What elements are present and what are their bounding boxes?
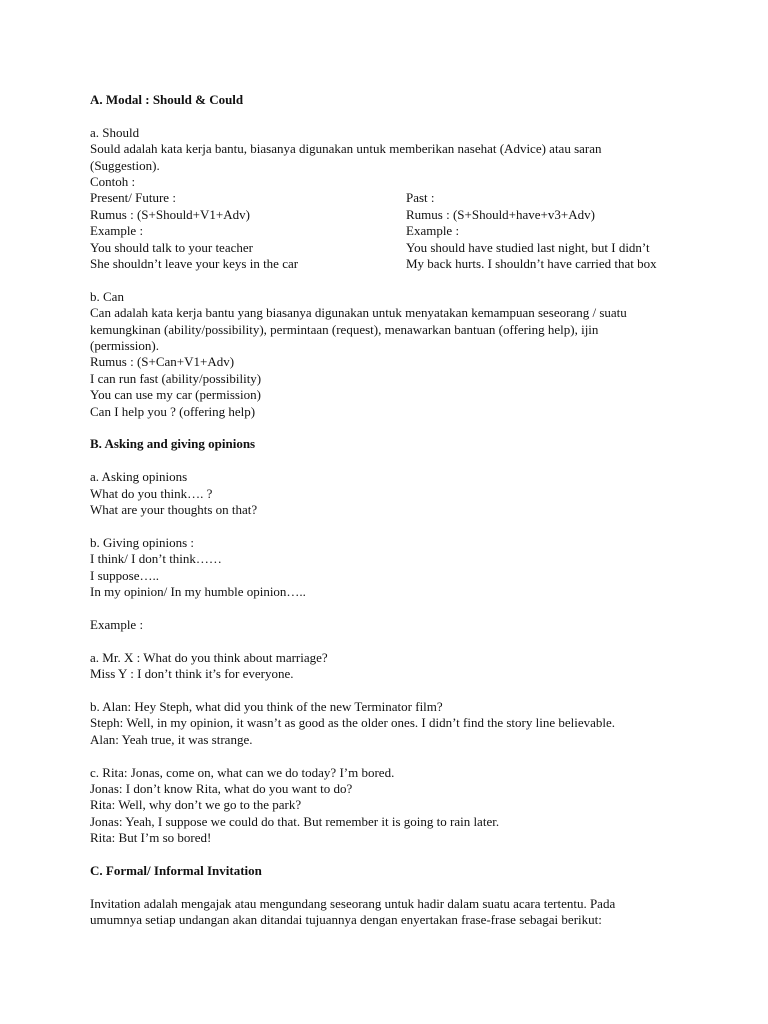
dialog-c-line-4: Jonas: Yeah, I suppose we could do that. But remember it is going to rain later. (90, 813, 500, 829)
dialog-b-line-1: b. Alan: Hey Steph, what did you think of the new Terminator film? (90, 698, 443, 714)
dialog-c-line-1: c. Rita: Jonas, come on, what can we do today? I’m bored. (90, 764, 395, 780)
past-column (406, 190, 690, 272)
can-rumus: Rumus : (S+Can+V1+Adv) (90, 354, 235, 370)
asking-opinion-2: What are your thoughts on that? (90, 502, 258, 518)
past-example-2: My back hurts. I shouldn’t have carried that box (406, 256, 657, 272)
spacer (90, 633, 690, 649)
present-example-2: She shouldn’t leave your keys in the car (90, 256, 299, 272)
can-example-3: Can I help you ? (offering help) (90, 403, 256, 419)
past-example-1: You should have studied last night, but I didn’t (406, 239, 650, 255)
spacer (90, 453, 690, 469)
past-example-label: Example : (406, 223, 460, 239)
past-label: Past : (406, 190, 435, 206)
asking-opinions-subtitle: a. Asking opinions (90, 469, 188, 485)
invitation-description: Invitation adalah mengajak atau mengundang seseorang untuk hadir dalam suatu acara tertentu. Pada (90, 895, 616, 911)
can-example-1: I can run fast (ability/possibility) (90, 370, 262, 386)
spacer (90, 683, 690, 699)
spacer (90, 519, 690, 535)
present-column (90, 190, 406, 272)
should-tense-table (90, 190, 690, 272)
spacer (90, 420, 690, 436)
spacer (90, 601, 690, 617)
section-c-heading: C. Formal/ Informal Invitation (90, 862, 262, 878)
should-subtitle: a. Should (90, 124, 140, 140)
can-description-cont: kemungkinan (ability/possibility), permintaan (request), menawarkan bantuan (offering help), ijin (90, 321, 599, 337)
spacer (90, 108, 690, 124)
spacer (90, 847, 690, 863)
giving-opinion-2: I suppose….. (90, 567, 159, 583)
dialog-b-line-3: Alan: Yeah true, it was strange. (90, 731, 253, 747)
dialog-a-line-2: Miss Y : I don’t think it’s for everyone. (90, 666, 294, 682)
can-description-end: (permission). (90, 338, 159, 354)
can-description: Can adalah kata kerja bantu yang biasanya digunakan untuk menyatakan kemampuan seseorang / suatu (90, 305, 627, 321)
giving-opinions-subtitle: b. Giving opinions : (90, 534, 195, 550)
present-example-1: You should talk to your teacher (90, 239, 253, 255)
past-rumus: Rumus : (S+Should+have+v3+Adv) (406, 206, 595, 222)
spacer (90, 879, 690, 895)
invitation-description-cont: umumnya setiap undangan akan ditandai tujuannya dengan enyertakan frase-frase sebagai berikut: (90, 912, 602, 928)
can-example-2: You can use my car (permission) (90, 387, 261, 403)
spacer (90, 272, 690, 288)
spacer (90, 748, 690, 764)
giving-opinion-3: In my opinion/ In my humble opinion….. (90, 584, 306, 600)
should-description-cont: (Suggestion). (90, 157, 160, 173)
dialog-c-line-3: Rita: Well, why don’t we go to the park? (90, 797, 302, 813)
present-label: Present/ Future : (90, 190, 176, 206)
should-description: Sould adalah kata kerja bantu, biasanya digunakan untuk memberikan nasehat (Advice) atau saran (90, 141, 602, 157)
contoh-label: Contoh : (90, 174, 136, 190)
dialog-b-line-2: Steph: Well, in my opinion, it wasn’t as good as the older ones. I didn’t find the story line believable. (90, 715, 616, 731)
section-b-heading: B. Asking and giving opinions (90, 436, 256, 452)
dialog-c-line-2: Jonas: I don’t know Rita, what do you want to do? (90, 780, 353, 796)
giving-opinion-1: I think/ I don’t think…… (90, 551, 222, 567)
present-rumus: Rumus : (S+Should+V1+Adv) (90, 206, 250, 222)
example-label: Example : (90, 616, 144, 632)
document-content (90, 92, 690, 929)
dialog-c-line-5: Rita: But I’m so bored! (90, 830, 212, 846)
asking-opinion-1: What do you think…. ? (90, 485, 213, 501)
present-example-label: Example : (90, 223, 144, 239)
can-subtitle: b. Can (90, 288, 124, 304)
section-a-heading: A. Modal : Should & Could (90, 92, 244, 107)
dialog-a-line-1: a. Mr. X : What do you think about marriage? (90, 649, 328, 665)
